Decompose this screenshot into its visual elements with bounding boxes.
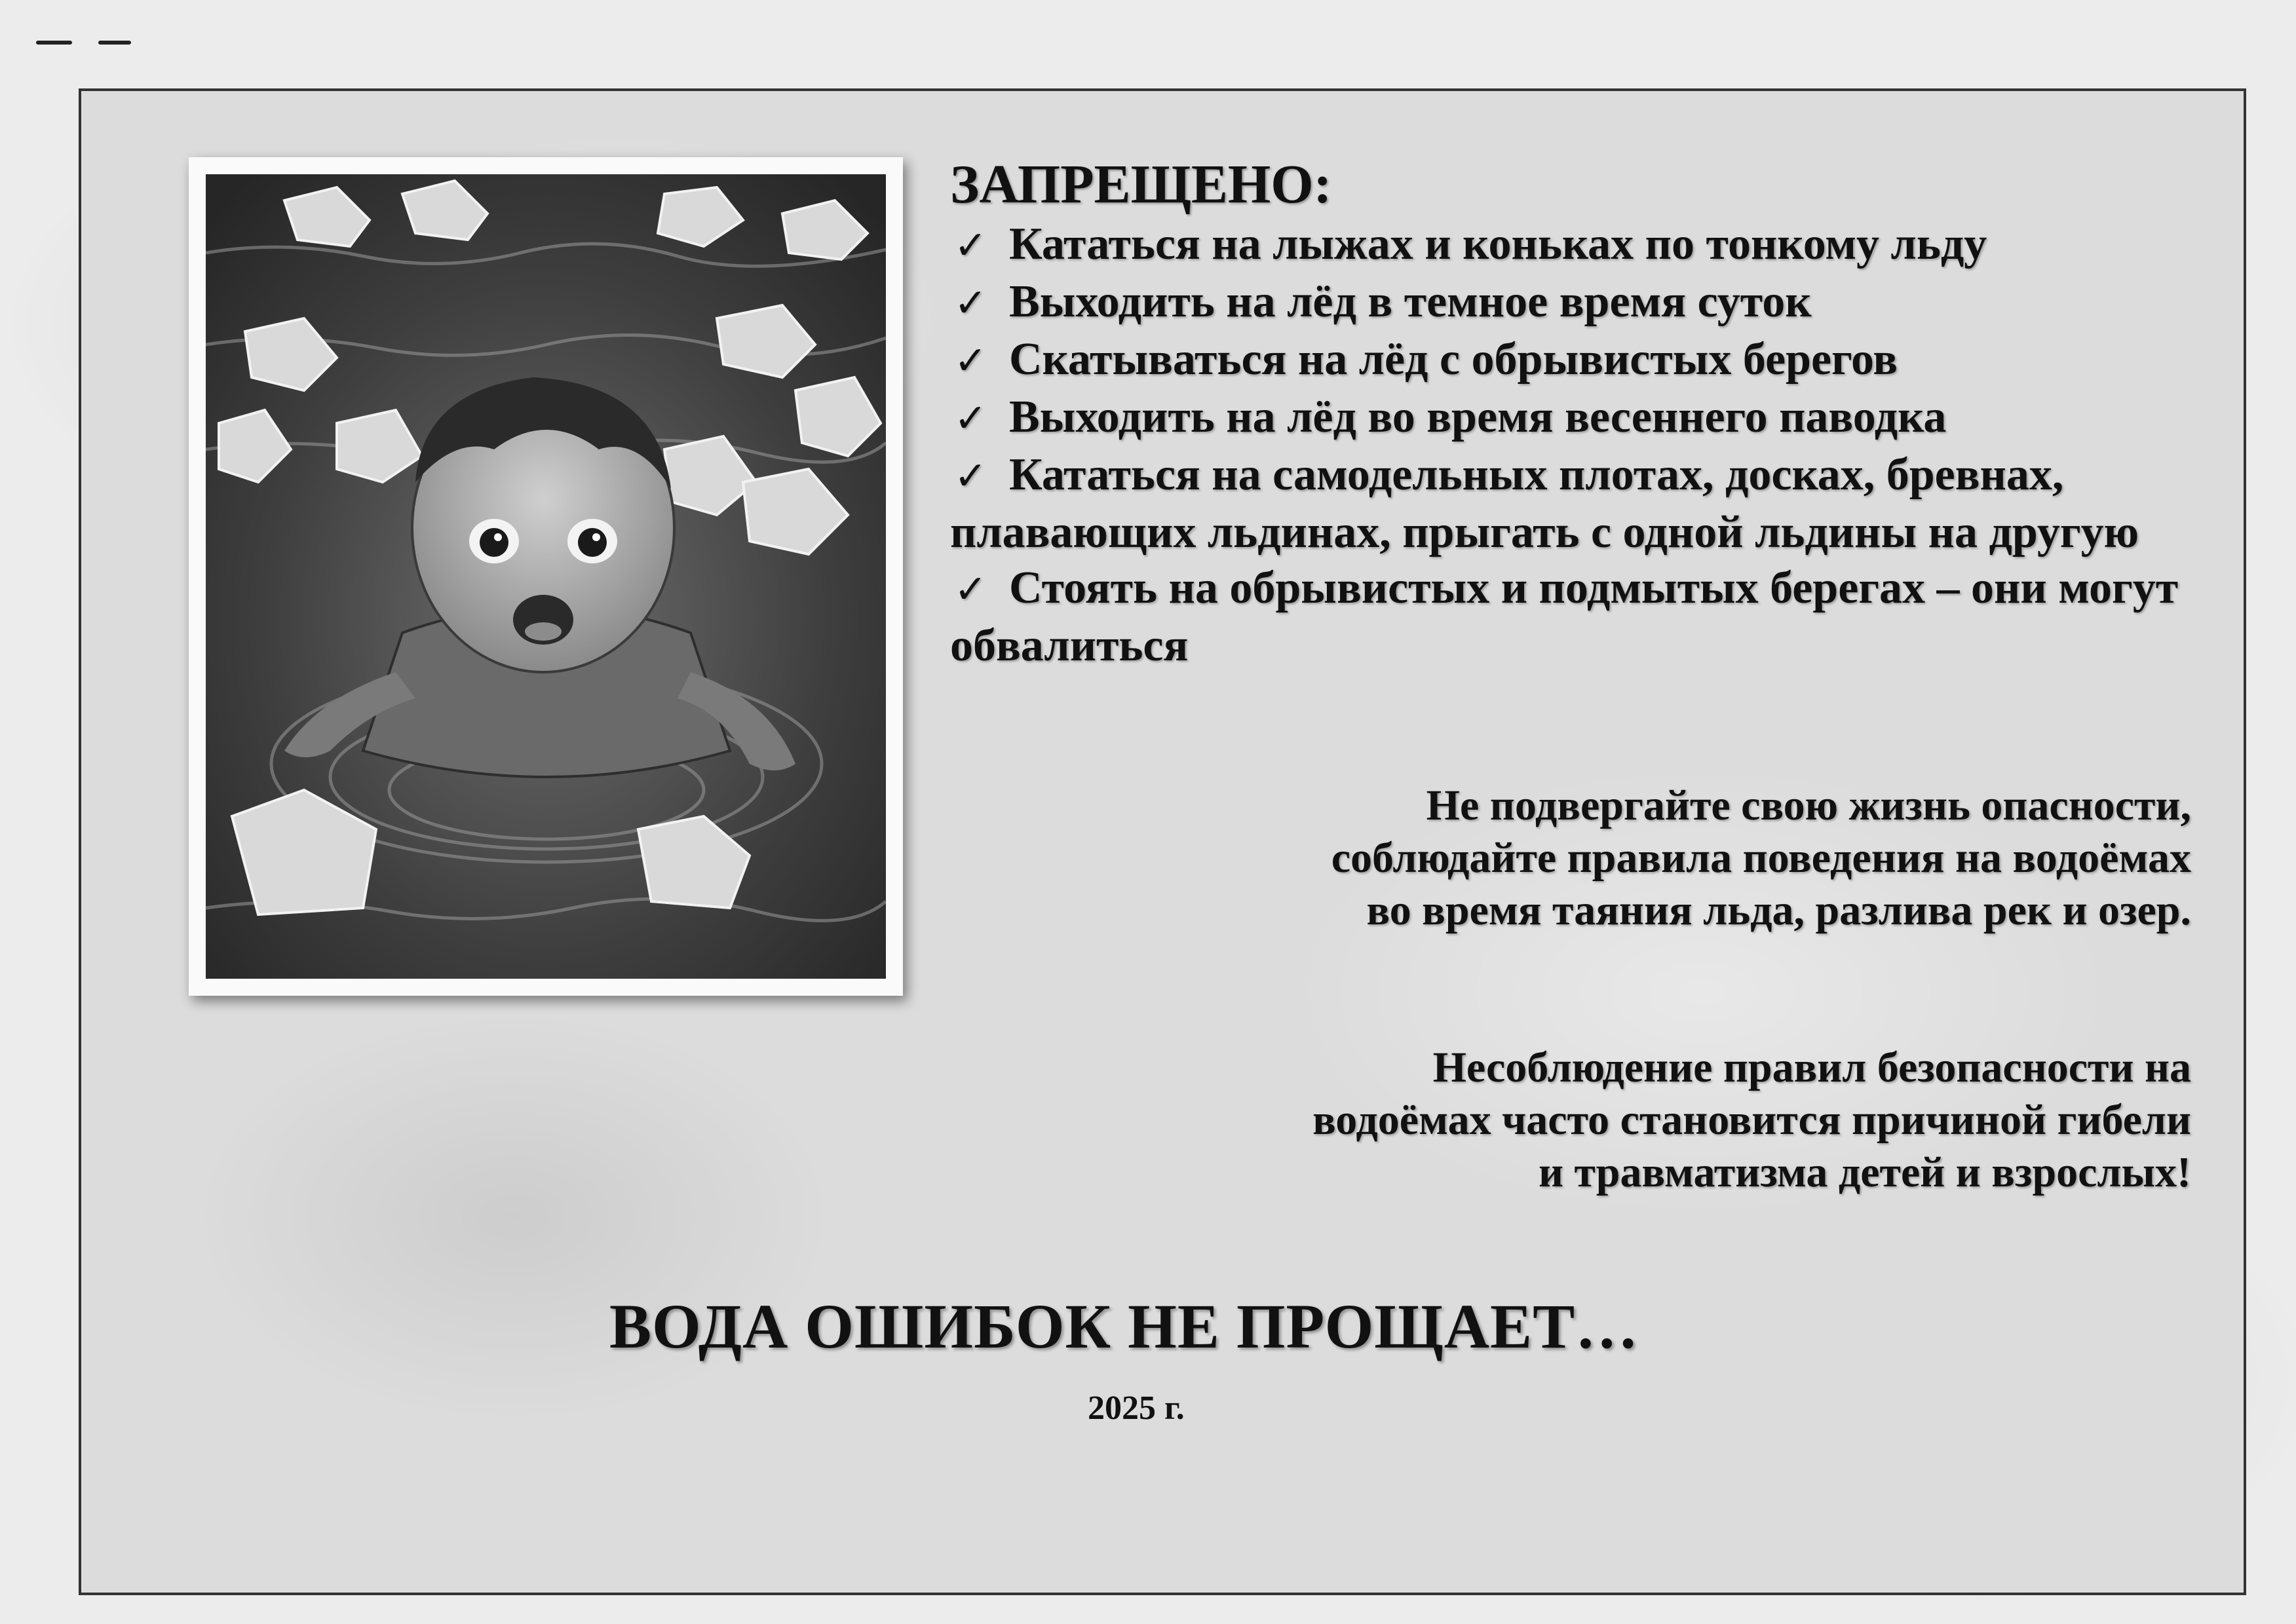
rule-text: Выходить на лёд во время весеннего паводка bbox=[1009, 392, 1947, 442]
rule-text: Кататься на лыжах и коньках по тонкому льду bbox=[1009, 219, 1987, 269]
rule-item bbox=[950, 331, 2234, 389]
danger-warning-line: водоёмах часто становится причиной гибели bbox=[1312, 1096, 2191, 1144]
danger-warning bbox=[1077, 1042, 2191, 1199]
check-icon: ✓ bbox=[954, 567, 987, 613]
safety-appeal-line: во время таяния льда, разлива рек и озер. bbox=[1366, 886, 2191, 934]
rule-item bbox=[950, 216, 2234, 274]
slogan: ВОДА ОШИБОК НЕ ПРОЩАЕТ… bbox=[609, 1291, 1639, 1361]
check-icon: ✓ bbox=[954, 223, 987, 269]
danger-warning-line: Несоблюдение правил безопасности на bbox=[1432, 1044, 2191, 1091]
rule-item bbox=[950, 274, 2234, 331]
danger-warning-line: и травматизма детей и взрослых! bbox=[1539, 1148, 2191, 1196]
check-icon: ✓ bbox=[954, 280, 987, 326]
rule-item bbox=[950, 447, 2234, 560]
rule-item bbox=[950, 560, 2234, 673]
year-label: 2025 г. bbox=[1088, 1389, 1185, 1427]
rule-text: Кататься на самодельных плотах, досках, бревнах, плавающих льдинах, прыгать с одной льдины на другую bbox=[950, 449, 2139, 557]
child-in-icy-water-illustration bbox=[206, 174, 886, 979]
safety-appeal-line: соблюдайте правила поведения на водоёмах bbox=[1331, 834, 2191, 882]
safety-appeal-line: Не подвергайте свою жизнь опасности, bbox=[1426, 782, 2191, 829]
rule-text: Скатываться на лёд с обрывистых берегов bbox=[1009, 334, 1898, 385]
prohibited-heading: ЗАПРЕЩЕНО: bbox=[950, 154, 1332, 215]
safety-appeal bbox=[1077, 780, 2191, 937]
photo-frame bbox=[189, 157, 903, 996]
rule-item bbox=[950, 389, 2234, 447]
check-icon: ✓ bbox=[954, 338, 987, 384]
check-icon: ✓ bbox=[954, 396, 987, 442]
staple-mark bbox=[98, 41, 131, 45]
prohibited-rules-list bbox=[950, 216, 2234, 673]
rule-text: Стоять на обрывистых и подмытых берегах – они могут обвалиться bbox=[950, 563, 2179, 671]
staple-mark bbox=[36, 41, 72, 45]
check-icon: ✓ bbox=[954, 453, 987, 499]
rule-text: Выходить на лёд в темное время суток bbox=[1009, 276, 1812, 327]
